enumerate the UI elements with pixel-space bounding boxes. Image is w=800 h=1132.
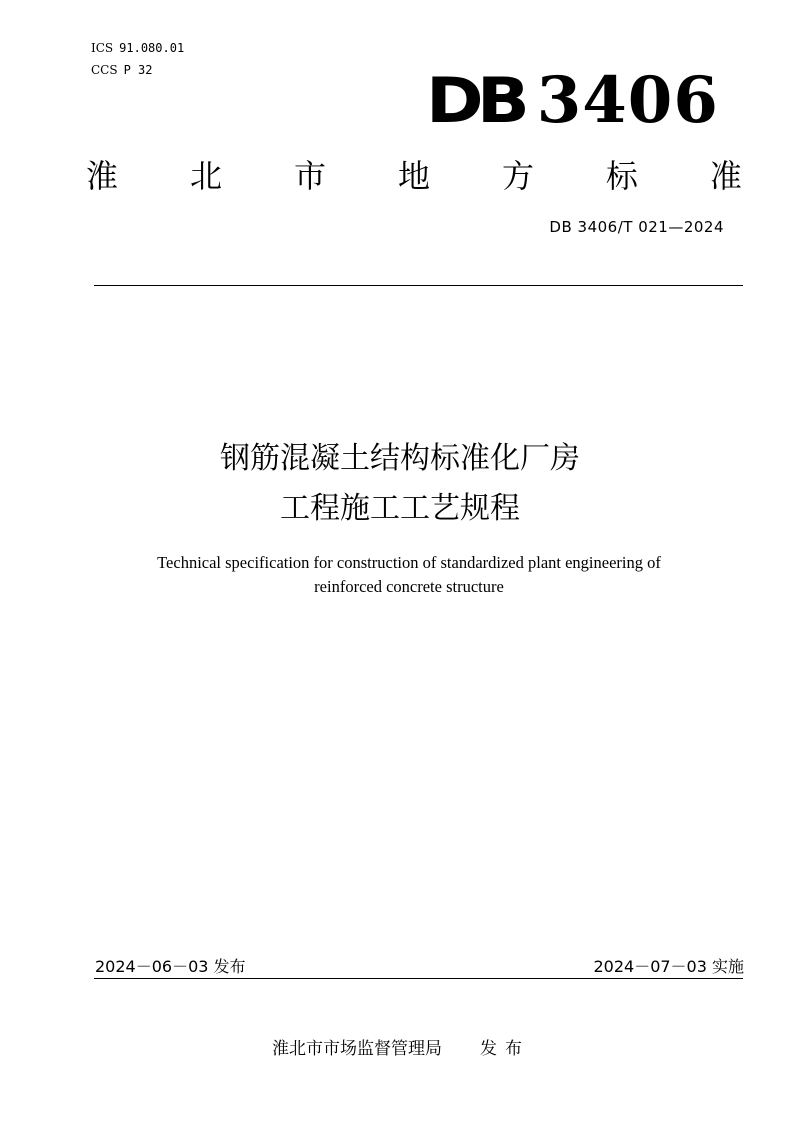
ics-label: ICS: [91, 41, 114, 55]
title-chinese-line-1: 钢筋混凝土结构标准化厂房: [220, 441, 580, 476]
title-english-line-1: Technical specification for construction of standardized plant engineering of: [157, 553, 661, 572]
ccs-classification: [91, 59, 153, 81]
standard-category-char: 方: [501, 157, 534, 195]
standard-category-char: 标: [605, 157, 638, 195]
ccs-label: CCS: [91, 63, 118, 77]
issuer: [272, 1034, 530, 1059]
standard-category-char: 市: [293, 157, 326, 195]
db-logo: [426, 63, 719, 138]
ics-classification: [91, 37, 184, 59]
standard-category-char: 地: [397, 157, 430, 195]
standard-category-char: 淮: [86, 157, 119, 195]
issuer-name: 淮北市市场监督管理局: [272, 1039, 442, 1059]
standard-number: DB 3406/T 021—2024: [549, 218, 724, 236]
title-chinese-line-2: 工程施工工艺规程: [280, 491, 520, 526]
standard-category-char: 北: [189, 157, 222, 195]
standard-category: [86, 150, 742, 198]
title-chinese: [0, 434, 800, 534]
footer-divider: [94, 978, 743, 979]
header-divider: [94, 285, 743, 286]
issuer-action: 发布: [480, 1039, 530, 1059]
implementation-date: 2024－07－03 实施: [593, 957, 744, 976]
title-english-line-2: reinforced concrete structure: [314, 577, 504, 596]
db-logo-prefix: DB: [426, 64, 524, 137]
db-logo-region-code: 3406: [536, 63, 719, 138]
title-english: [100, 551, 718, 599]
ics-code: 91.080.01: [119, 41, 185, 55]
standard-category-char: 准: [709, 157, 742, 195]
publish-date: 2024－06－03 发布: [95, 957, 246, 976]
ccs-code: P 32: [123, 63, 153, 77]
